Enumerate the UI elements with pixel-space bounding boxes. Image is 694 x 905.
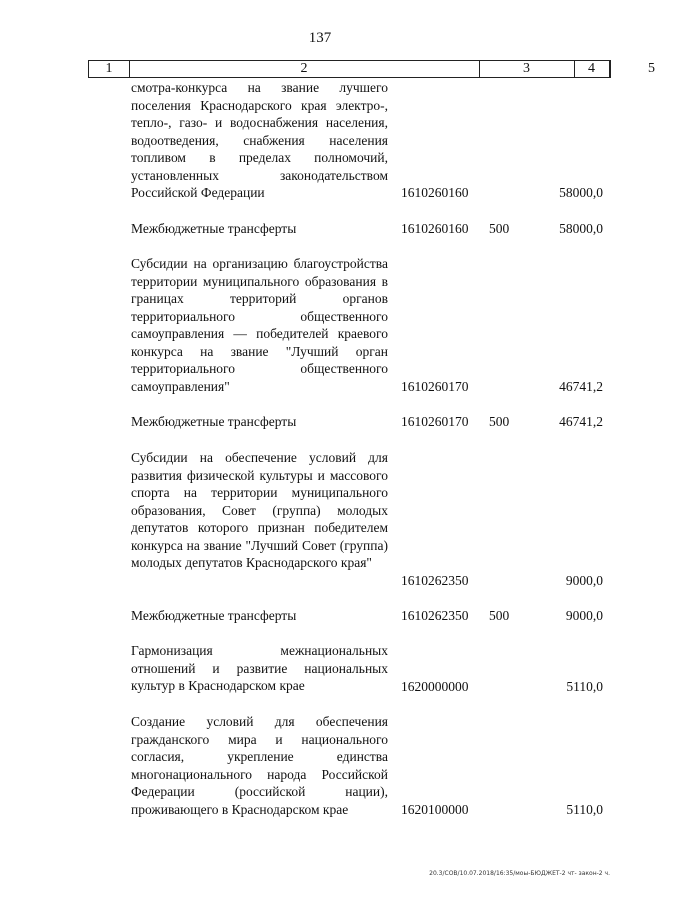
row-amount: 46741,2: [559, 414, 603, 429]
row-description: Межбюджетные трансферты: [131, 414, 297, 429]
row-code: 1610260160: [401, 221, 469, 236]
row-code: 1620100000: [401, 802, 469, 817]
header-col-1: 1: [105, 61, 113, 76]
row-code: 1610260170: [401, 379, 469, 394]
row-amount: 9000,0: [565, 608, 603, 623]
row-vr: 500: [489, 414, 510, 429]
row-vr: 500: [489, 221, 510, 236]
document-footer-note: 20.3/СОВ/10.07.2018/16:35/моы-БЮДЖЕТ-2 чт- закон-2 ч.: [429, 870, 610, 877]
row-code: 1610262350: [401, 573, 469, 588]
row-description: Межбюджетные трансферты: [131, 608, 297, 623]
row-description: смотра-конкурса на звание лучшего поселения Краснодарского края электро-, тепло-, газо- и водоснабжения населения, водоотведения, снабжения населения топливом в пределах полномочий, установленных законодательством Российской Федерации: [131, 80, 388, 200]
row-code: 1620000000: [401, 679, 469, 694]
table-header: [88, 60, 655, 78]
row-amount: 46741,2: [559, 379, 603, 394]
row-code: 1610260170: [401, 414, 469, 429]
row-amount: 5110,0: [566, 802, 603, 817]
row-code: 1610262350: [401, 608, 469, 623]
row-amount: 9000,0: [565, 573, 603, 588]
header-col-4: 4: [588, 61, 595, 76]
row-amount: 5110,0: [566, 679, 603, 694]
header-col-3: 3: [523, 61, 530, 76]
row-description: Гармонизация межнациональных отношений и развитие национальных культур в Краснодарском крае: [131, 643, 388, 693]
row-description: Субсидии на обеспечение условий для развития физической культуры и массового спорта на территории муниципального образования, Совет (группа) молодых депутатов которого признан победителем конкурса на звание "Лучший Совет (группа) молодых депутатов Краснодарского края": [131, 450, 388, 570]
row-code: 1610260160: [401, 185, 469, 200]
row-vr: 500: [489, 608, 510, 623]
row-description: Создание условий для обеспечения гражданского мира и национального согласия, укрепление единства многонационального народа Российской Федерации (российской нации), проживающего в Краснодарском крае: [131, 714, 388, 817]
row-amount: 58000,0: [559, 185, 603, 200]
header-col-2: 2: [300, 61, 308, 76]
row-amount: 58000,0: [559, 221, 603, 236]
header-col-5: 5: [648, 61, 655, 76]
row-description: Межбюджетные трансферты: [131, 221, 297, 236]
page-number: 137: [308, 30, 332, 46]
row-description: Субсидии на организацию благоустройства территории муниципального образования в границах территорий органов территориального общественного самоуправления — победителей краевого конкурса на звание "Лучший орган территориального общественного самоуправления": [131, 256, 388, 394]
